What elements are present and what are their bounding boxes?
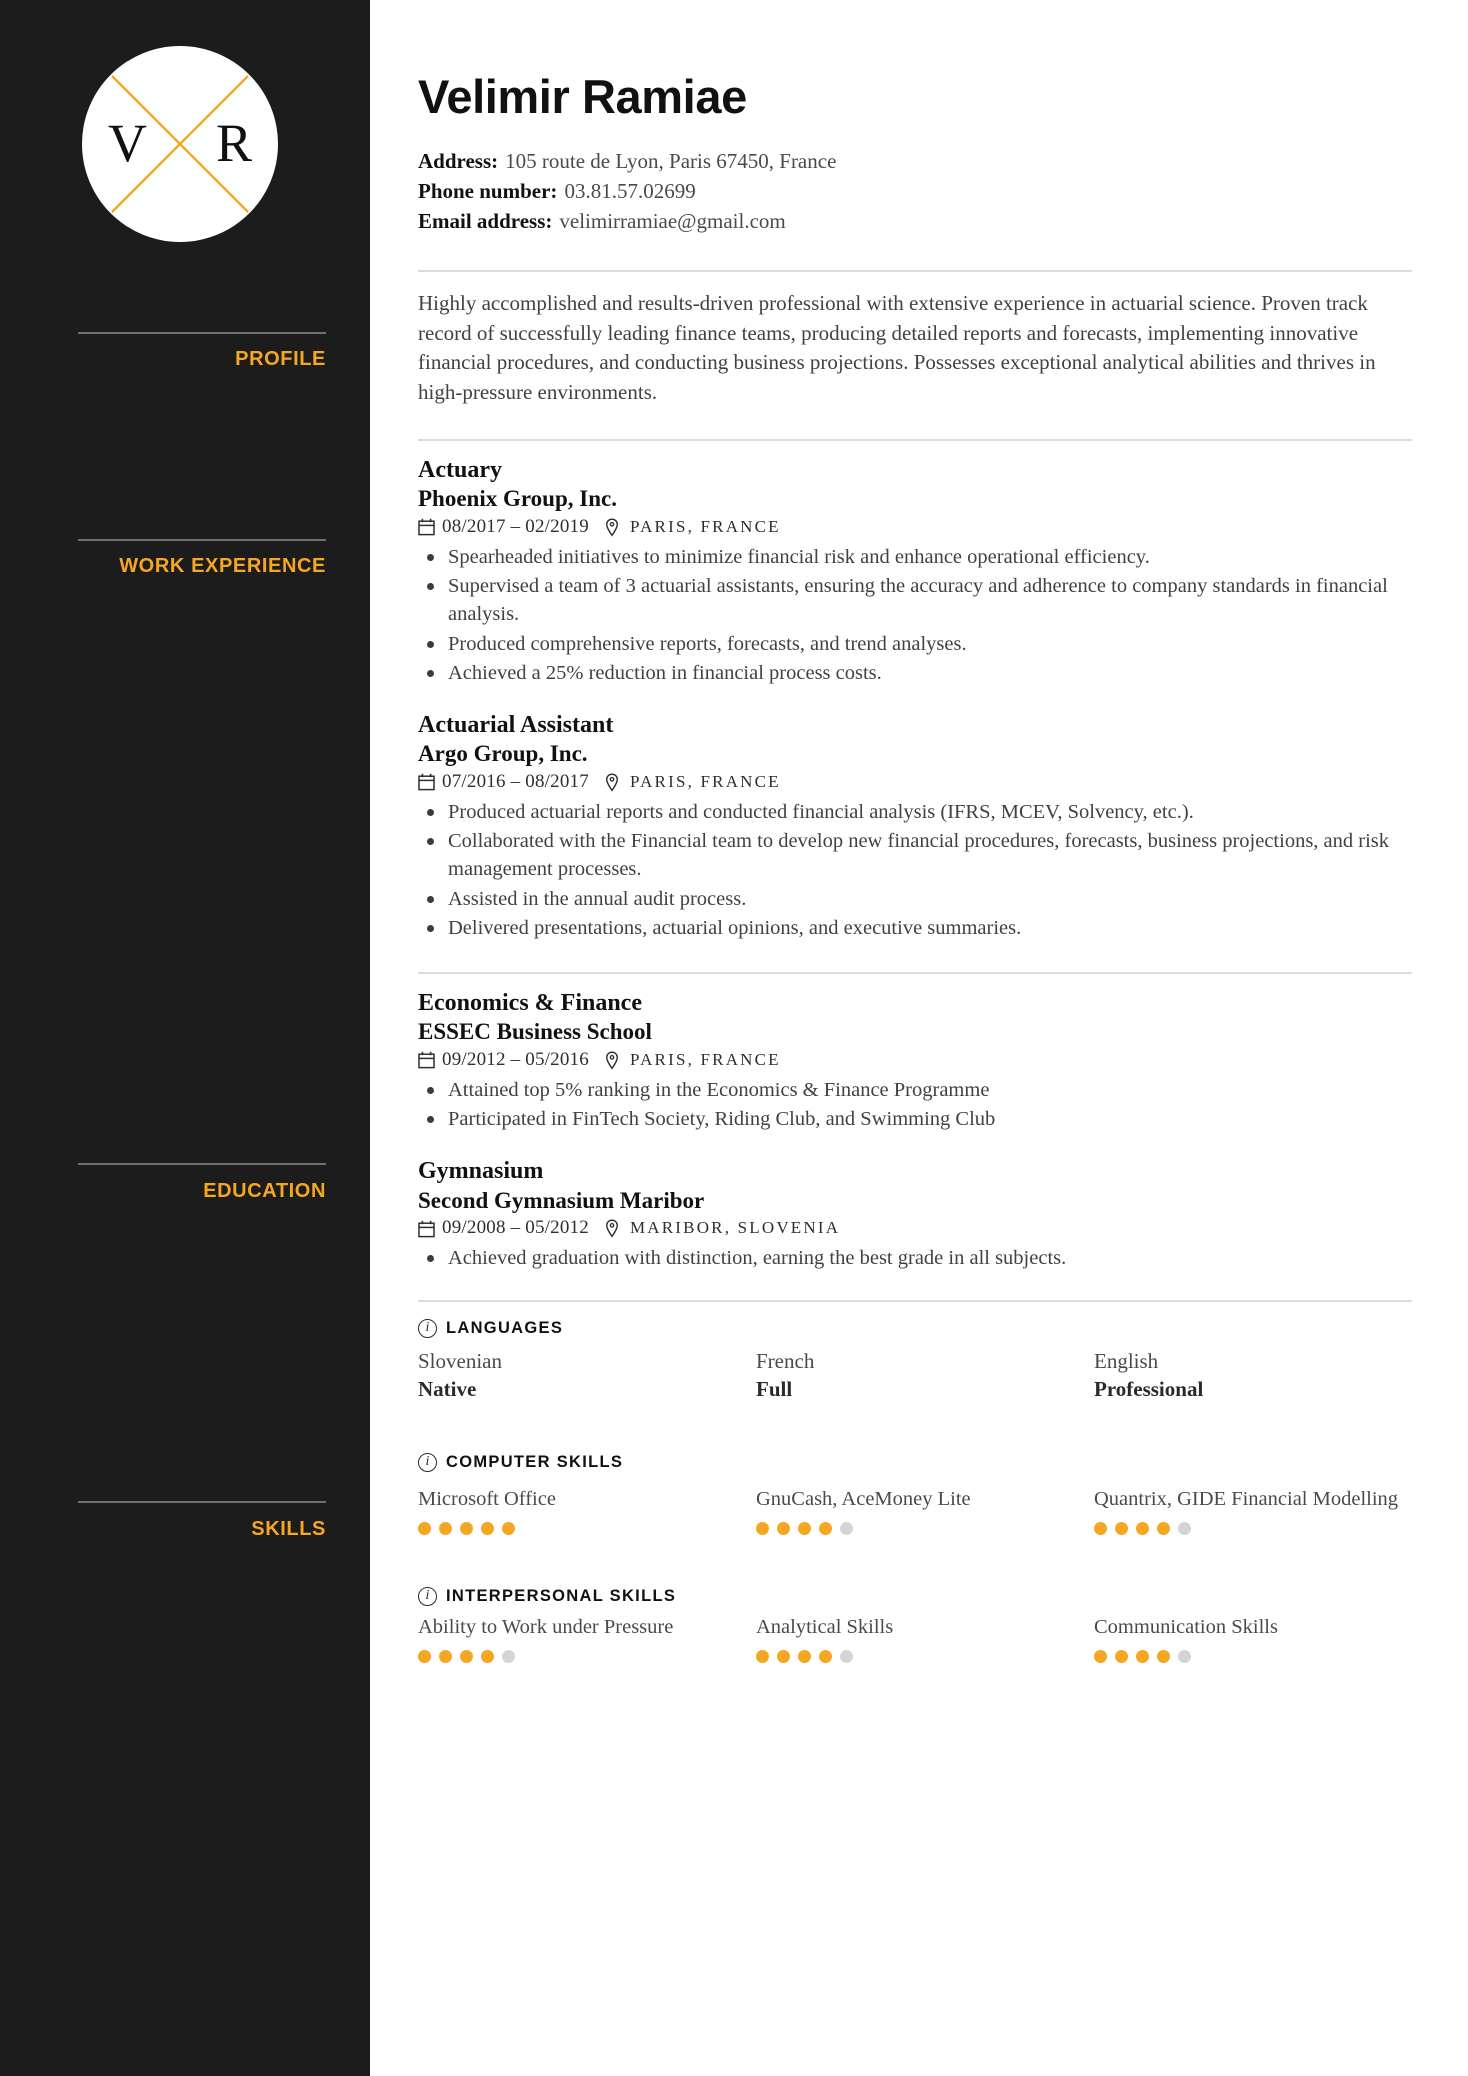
language-name: English: [1094, 1349, 1159, 1374]
list-item: Spearheaded initiatives to minimize financial risk and enhance operational efficiency.: [418, 543, 1412, 571]
skill-item: [1094, 1614, 1412, 1663]
language-name: French: [756, 1349, 815, 1374]
contact-row-phone: [418, 177, 1412, 207]
sidebar: [0, 0, 370, 2076]
contact-value-email: velimirramiae@gmail.com: [559, 208, 786, 233]
contact-label-email: Email address:: [418, 208, 553, 233]
calendar-icon: [418, 1051, 435, 1069]
education-location: MARIBOR, SLOVENIA: [629, 1218, 841, 1238]
info-icon: i: [418, 1587, 437, 1606]
location-icon-wrap: [605, 1051, 619, 1070]
education-entry: [418, 989, 1412, 1133]
skill-rating: [1094, 1650, 1412, 1663]
education-bullet-list: [418, 1076, 1412, 1134]
skills-heading-interpersonal: [418, 1587, 1412, 1606]
skill-rating: [756, 1650, 1074, 1663]
rating-dot: [1115, 1522, 1128, 1535]
location-pin-icon: [605, 518, 619, 537]
skill-name: GnuCash, AceMoney Lite: [756, 1487, 971, 1510]
sidebar-divider-profile: [78, 332, 326, 334]
education-degree: Economics & Finance: [418, 990, 642, 1017]
rating-dot: [1157, 1650, 1170, 1663]
education-dates: 09/2008 – 05/2012: [442, 1217, 589, 1239]
rating-dot: [502, 1522, 515, 1535]
education-bullet-list: [418, 1244, 1412, 1272]
work-location: PARIS, FRANCE: [629, 517, 781, 537]
rating-dot: [777, 1650, 790, 1663]
work-dates: 08/2017 – 02/2019: [442, 515, 589, 537]
contact-label-phone: Phone number:: [418, 179, 558, 204]
rating-dot: [840, 1522, 853, 1535]
rating-dot: [756, 1650, 769, 1663]
contact-value-phone: 03.81.57.02699: [564, 179, 696, 204]
rating-dot: [1157, 1522, 1170, 1535]
rating-dot: [1136, 1522, 1149, 1535]
list-item: Supervised a team of 3 actuarial assistants, ensuring the accuracy and adherence to company standards in financial analysis.: [418, 572, 1412, 629]
rating-dot: [819, 1522, 832, 1535]
language-level: Native: [418, 1376, 477, 1401]
language-item: [756, 1348, 1074, 1403]
skill-name: Analytical Skills: [756, 1615, 894, 1638]
skill-rating: [756, 1522, 1074, 1535]
profile-text: Highly accomplished and results-driven professional with extensive experience in actuarial science. Proven track record of successfully leading finance teams, producing detailed reports and forecasts, implementing innovative financial procedures, and conducting business projections. Possesses exceptional analytical abilities and thrives in high-pressure environments.: [418, 290, 1376, 405]
skills-heading-label: INTERPERSONAL SKILLS: [446, 1586, 677, 1605]
rating-dot: [798, 1522, 811, 1535]
contact-block: [418, 147, 1412, 236]
contact-value-address: 105 route de Lyon, Paris 67450, France: [505, 149, 837, 174]
sidebar-label-skills: SKILLS: [251, 1518, 326, 1540]
monogram-logo: [82, 46, 278, 242]
rating-dot: [439, 1522, 452, 1535]
work-entry: [418, 711, 1412, 942]
list-item: Produced comprehensive reports, forecasts, and trend analyses.: [418, 630, 1412, 658]
info-icon: i: [418, 1319, 437, 1338]
sidebar-divider-work: [78, 539, 326, 541]
rating-dot: [798, 1650, 811, 1663]
calendar-icon: [418, 1220, 435, 1238]
rating-dot: [819, 1650, 832, 1663]
skill-item: [418, 1614, 736, 1663]
rating-dot: [460, 1650, 473, 1663]
section-work-experience: [418, 441, 1412, 942]
work-bullet-list: [418, 543, 1412, 687]
sidebar-divider-education: [78, 1163, 326, 1165]
sidebar-divider-skills: [78, 1501, 326, 1503]
skill-item: [1094, 1486, 1412, 1535]
language-item: [1094, 1348, 1412, 1403]
rating-dot: [777, 1522, 790, 1535]
rating-dot: [439, 1650, 452, 1663]
rating-dot: [840, 1650, 853, 1663]
language-name: Slovenian: [418, 1349, 502, 1374]
calendar-icon: [418, 518, 435, 536]
logo-initial-right: R: [215, 112, 252, 173]
rating-dot: [460, 1522, 473, 1535]
education-school: Second Gymnasium Maribor: [418, 1187, 705, 1213]
info-icon: i: [418, 1453, 437, 1472]
skill-name: Communication Skills: [1094, 1615, 1278, 1638]
list-item: Assisted in the annual audit process.: [418, 885, 1412, 913]
work-meta: [418, 516, 1412, 539]
skill-item: [756, 1486, 1074, 1535]
work-entry: [418, 456, 1412, 687]
skill-item: [418, 1486, 736, 1535]
work-meta: [418, 771, 1412, 794]
list-item: Produced actuarial reports and conducted financial analysis (IFRS, MCEV, Solvency, etc.).: [418, 798, 1412, 826]
work-title: Actuarial Assistant: [418, 712, 614, 739]
interpersonal-skills-grid: [418, 1614, 1412, 1663]
computer-skills-grid: [418, 1486, 1412, 1535]
rating-dot: [756, 1522, 769, 1535]
location-icon-wrap: [605, 518, 619, 537]
education-location: PARIS, FRANCE: [629, 1050, 781, 1070]
list-item: Delivered presentations, actuarial opinions, and executive summaries.: [418, 914, 1412, 942]
skill-rating: [1094, 1522, 1412, 1535]
skill-name: Ability to Work under Pressure: [418, 1615, 674, 1638]
calendar-icon: [418, 773, 435, 791]
education-meta: [418, 1217, 1412, 1240]
location-icon-wrap: [605, 773, 619, 792]
work-company: Phoenix Group, Inc.: [418, 486, 617, 512]
rating-dot: [1136, 1650, 1149, 1663]
work-dates: 07/2016 – 08/2017: [442, 770, 589, 792]
rating-dot: [418, 1522, 431, 1535]
education-dates: 09/2012 – 05/2016: [442, 1049, 589, 1071]
list-item: Collaborated with the Financial team to develop new financial procedures, forecasts, business projections, and risk management processes.: [418, 827, 1412, 884]
sidebar-label-work-experience: WORK EXPERIENCE: [119, 555, 326, 577]
list-item: Achieved graduation with distinction, earning the best grade in all subjects.: [418, 1244, 1412, 1272]
resume-main-content: [370, 0, 1468, 2076]
sidebar-label-education: EDUCATION: [203, 1180, 326, 1202]
page-title: Velimir Ramiae: [418, 70, 747, 123]
work-bullet-list: [418, 798, 1412, 942]
skills-heading-label: COMPUTER SKILLS: [446, 1452, 624, 1471]
location-pin-icon: [605, 1051, 619, 1070]
education-entry: [418, 1157, 1412, 1272]
logo-circle: [82, 46, 278, 242]
rating-dot: [481, 1650, 494, 1663]
location-icon-wrap: [605, 1219, 619, 1238]
education-school: ESSEC Business School: [418, 1019, 652, 1045]
language-level: Full: [756, 1376, 793, 1401]
language-item: [418, 1348, 736, 1403]
skill-name: Microsoft Office: [418, 1487, 556, 1510]
work-company: Argo Group, Inc.: [418, 741, 588, 767]
rating-dot: [1094, 1522, 1107, 1535]
list-item: Attained top 5% ranking in the Economics & Finance Programme: [418, 1076, 1412, 1104]
section-profile: [418, 272, 1412, 408]
location-pin-icon: [605, 773, 619, 792]
list-item: Achieved a 25% reduction in financial process costs.: [418, 659, 1412, 687]
education-degree: Gymnasium: [418, 1158, 544, 1185]
rating-dot: [1178, 1650, 1191, 1663]
rating-dot: [418, 1650, 431, 1663]
skill-rating: [418, 1522, 736, 1535]
rating-dot: [1178, 1522, 1191, 1535]
skills-heading-languages: [418, 1319, 1412, 1338]
contact-label-address: Address:: [418, 149, 499, 174]
rating-dot: [1115, 1650, 1128, 1663]
education-meta: [418, 1049, 1412, 1072]
skill-item: [756, 1614, 1074, 1663]
skills-heading-label: LANGUAGES: [446, 1319, 564, 1338]
contact-row-email: [418, 207, 1412, 237]
work-title: Actuary: [418, 457, 502, 484]
languages-grid: [418, 1348, 1412, 1403]
section-education: [418, 974, 1412, 1272]
skill-name: Quantrix, GIDE Financial Modelling: [1094, 1487, 1399, 1510]
skill-rating: [418, 1650, 736, 1663]
language-level: Professional: [1094, 1376, 1204, 1401]
sidebar-label-profile: PROFILE: [235, 348, 326, 370]
rating-dot: [1094, 1650, 1107, 1663]
work-location: PARIS, FRANCE: [629, 772, 781, 792]
contact-row-address: [418, 147, 1412, 177]
location-pin-icon: [605, 1219, 619, 1238]
rating-dot: [481, 1522, 494, 1535]
skills-heading-computer: [418, 1453, 1412, 1472]
list-item: Participated in FinTech Society, Riding Club, and Swimming Club: [418, 1105, 1412, 1133]
rating-dot: [502, 1650, 515, 1663]
section-skills: [418, 1302, 1412, 1663]
logo-initial-left: V: [108, 112, 147, 173]
